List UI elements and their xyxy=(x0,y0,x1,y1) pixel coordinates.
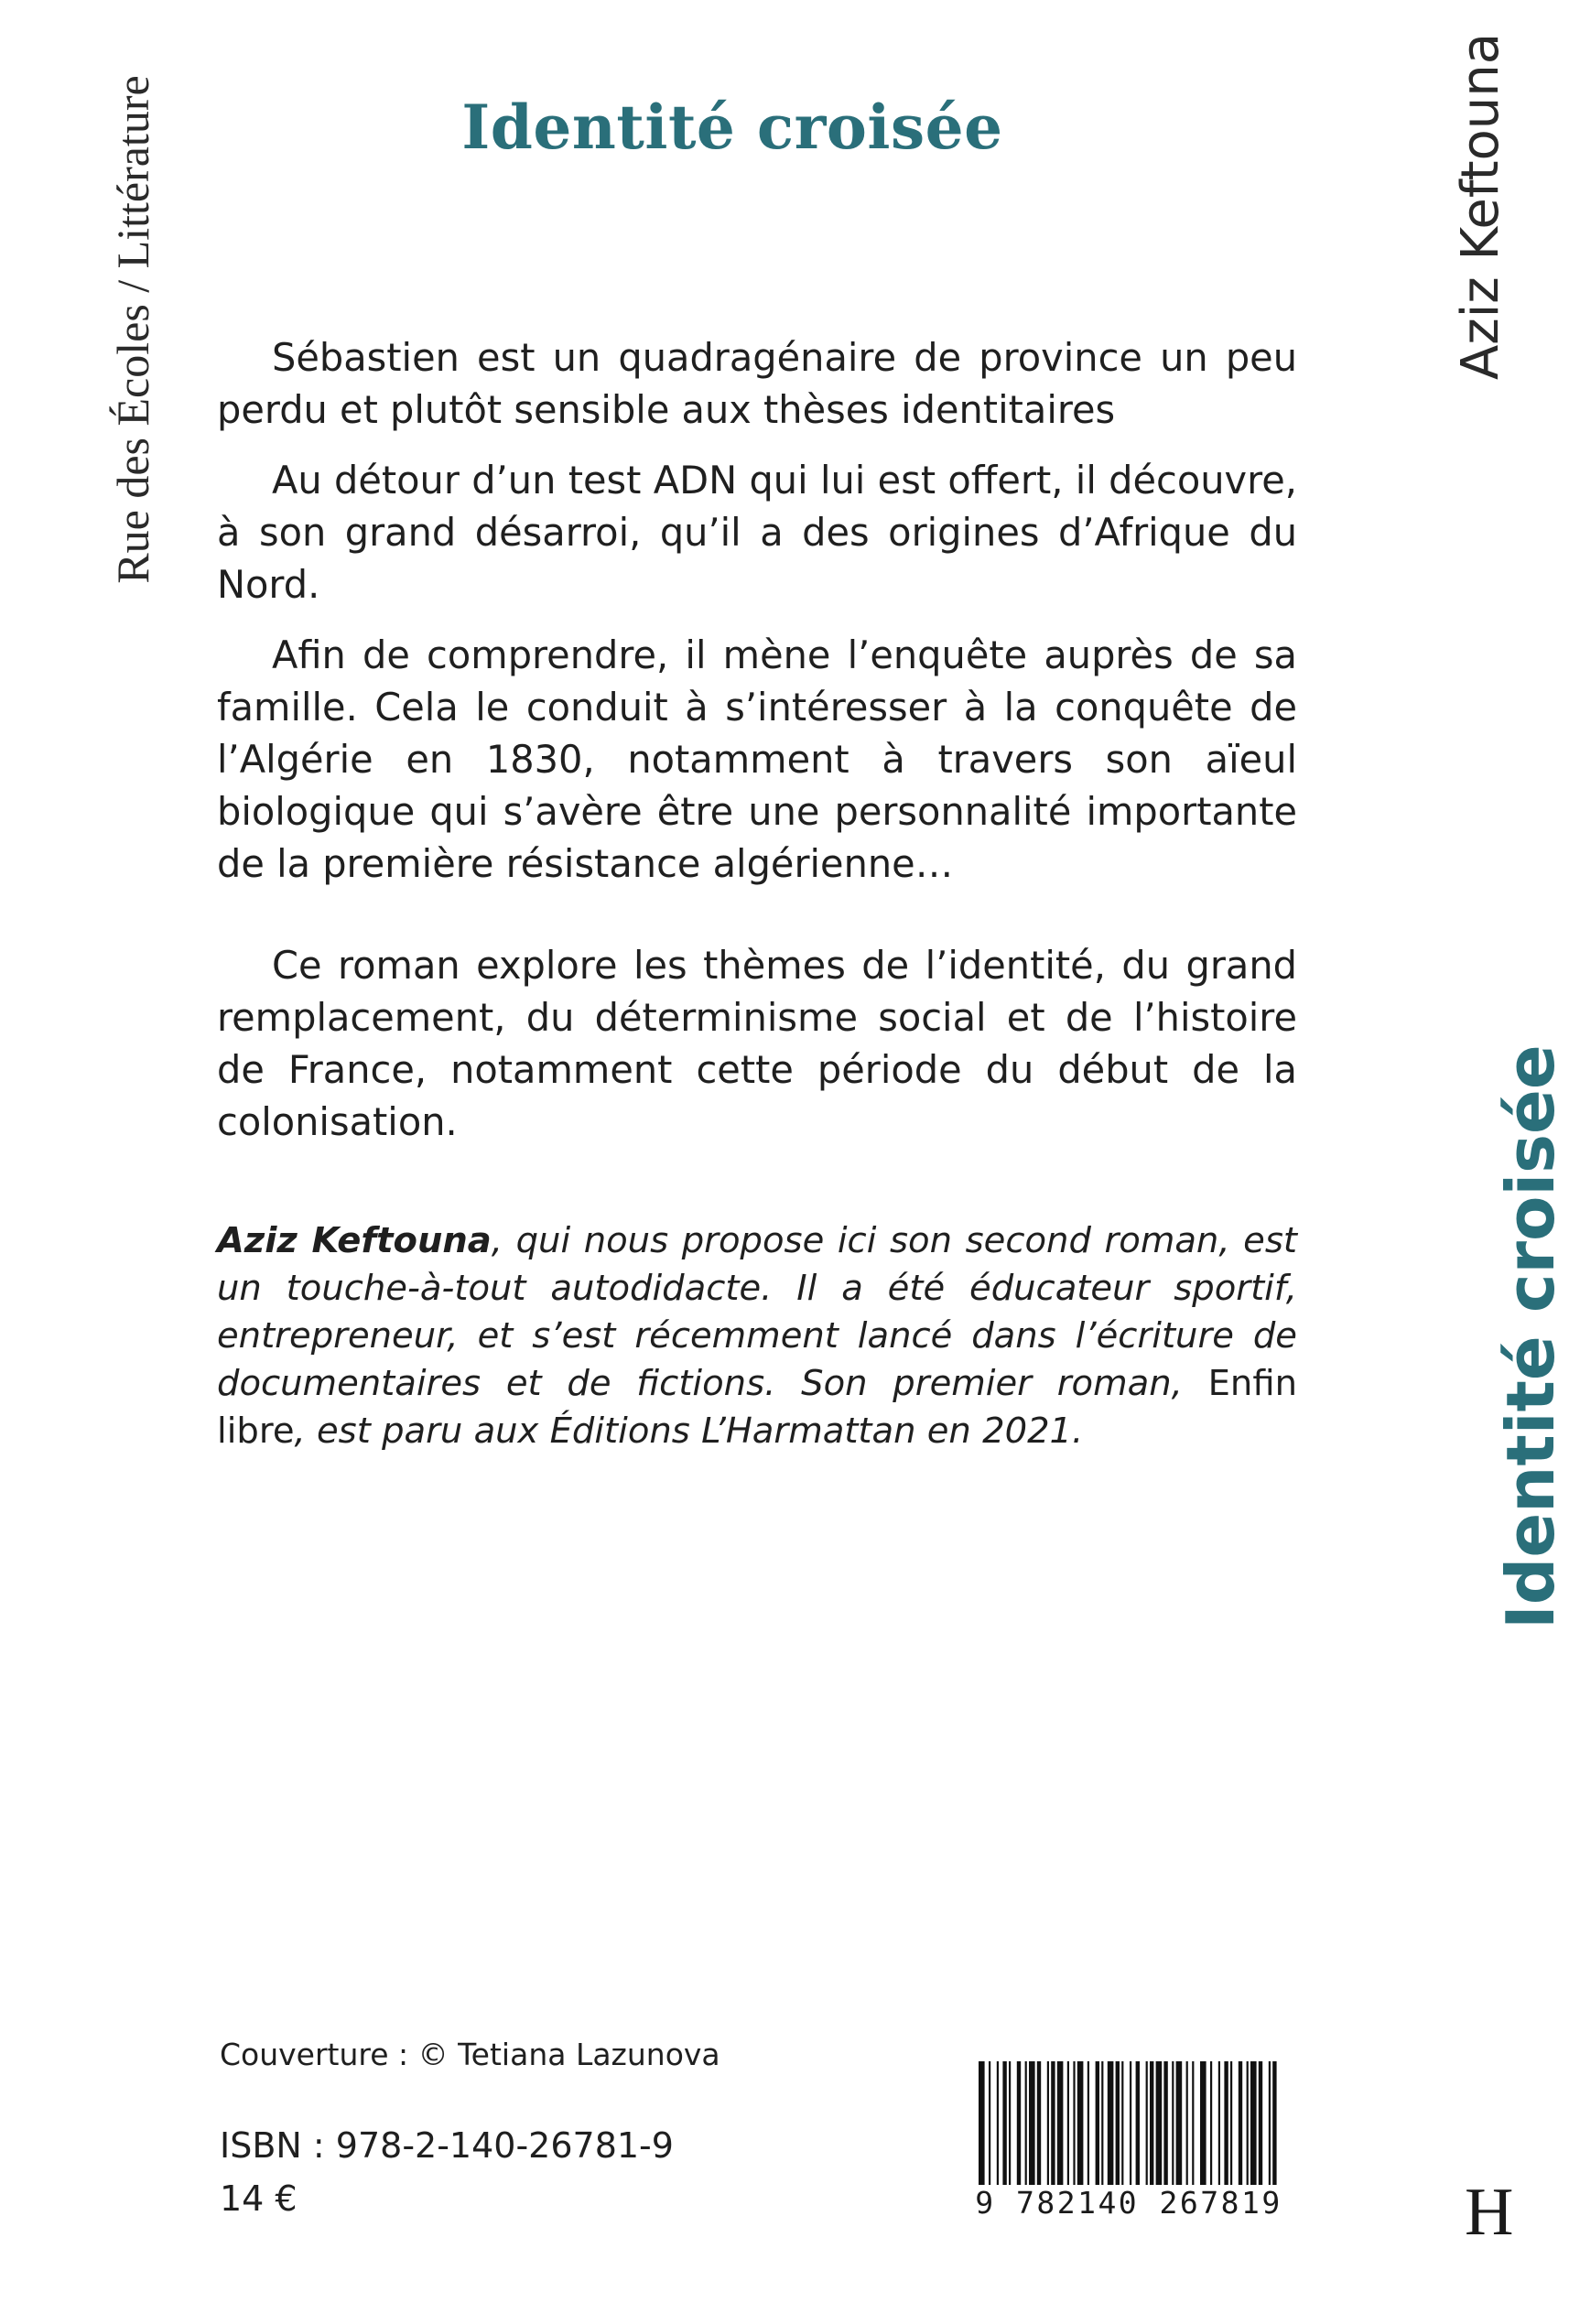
barcode-bar xyxy=(1250,2061,1257,2189)
series-label: Rue des Écoles / Littérature xyxy=(107,75,158,584)
barcode-bar xyxy=(1172,2061,1174,2189)
series-label-wrap xyxy=(55,37,211,622)
barcode-bar xyxy=(1009,2061,1011,2189)
barcode-bar xyxy=(1025,2061,1027,2189)
barcode-bar xyxy=(1067,2061,1069,2189)
barcode-bar xyxy=(1136,2061,1140,2189)
barcode-bar xyxy=(1239,2061,1242,2189)
barcode-bar xyxy=(1121,2061,1123,2189)
barcode-bar xyxy=(1116,2061,1120,2189)
previous-book-title: Enfin libre xyxy=(217,1363,1297,1452)
barcode-bar xyxy=(1247,2061,1249,2189)
barcode-bar xyxy=(997,2061,999,2189)
barcode-bar xyxy=(1130,2061,1131,2189)
author-name: Aziz Keftouna xyxy=(217,1220,492,1261)
spine-title: Identité croisée xyxy=(1492,1044,1569,1629)
barcode-bar xyxy=(1017,2061,1021,2189)
barcode-bar xyxy=(1186,2061,1188,2189)
barcode-bar xyxy=(1192,2061,1194,2189)
barcode-bar xyxy=(1077,2061,1084,2189)
blurb-paragraph: Afin de comprendre, il mène l’enquête auprès de sa famille. Cela le conduit à s’intéresser à la conquête de l’Algérie en 1830, notamment à travers son aïeul biologique qui s’avère être une personnalité importante de la première résistance algérienne… xyxy=(217,632,1297,886)
blurb xyxy=(217,331,1297,1166)
barcode-bar xyxy=(1047,2061,1049,2189)
barcode-bar xyxy=(1163,2061,1167,2189)
barcode-bar xyxy=(1101,2061,1103,2189)
book-title: Identité croisée xyxy=(461,92,1003,163)
bio-text: , est paru aux Éditions L’Harmattan en 2021. xyxy=(294,1411,1084,1452)
barcode-bar xyxy=(1224,2061,1228,2189)
publisher-logo: H xyxy=(1465,2175,1514,2250)
barcode-bar xyxy=(1230,2061,1232,2189)
barcode-bar xyxy=(1051,2061,1055,2189)
barcode-bar xyxy=(1210,2061,1212,2189)
barcode-bar xyxy=(1146,2061,1148,2189)
blurb-paragraph: Ce roman explore les thèmes de l’identité, du grand remplacement, du déterminisme social et de l’histoire de France, notamment cette période du début de la colonisation. xyxy=(217,943,1297,1144)
isbn: ISBN : 978-2-140-26781-9 xyxy=(220,2125,674,2166)
bio-text: , qui nous propose ici son second roman, est un touche-à-tout autodidacte. Il a été éducateur sportif, entrepreneur, et s’est récemment lancé dans l’écriture de documentaires et de fictions. Son premier roman, xyxy=(217,1220,1297,1404)
barcode-bar xyxy=(1002,2061,1006,2189)
barcode-bar xyxy=(1156,2061,1163,2189)
barcode-bar xyxy=(1150,2061,1153,2189)
spine-author-wrap xyxy=(1451,32,1524,394)
barcode-bar xyxy=(1259,2061,1262,2189)
spine-title-wrap xyxy=(1465,1044,1569,1648)
blurb-paragraph: Sébastien est un quadragénaire de province un peu perdu et plutôt sensible aux thèses identitaires xyxy=(217,335,1297,432)
barcode-bar xyxy=(1037,2061,1041,2189)
blurb-paragraph: Au détour d’un test ADN qui lui est offert, il découvre, à son grand désarroi, qu’il a des origines d’Afrique du Nord. xyxy=(217,458,1297,607)
spine-author: Aziz Keftouna xyxy=(1451,32,1510,380)
author-bio xyxy=(217,1217,1297,1455)
price: 14 € xyxy=(220,2178,298,2219)
barcode-bar xyxy=(1057,2061,1064,2189)
barcode-bar xyxy=(1176,2061,1183,2189)
barcode-digits: 9 782140 267819 xyxy=(968,2185,1289,2221)
barcode-bar xyxy=(1200,2061,1207,2189)
barcode-bar xyxy=(1029,2061,1035,2189)
barcode-bar xyxy=(1073,2061,1075,2189)
cover-credit: Couverture : © Tetiana Lazunova xyxy=(220,2037,720,2072)
barcode-bar xyxy=(1218,2061,1220,2189)
barcode-bar xyxy=(1108,2061,1114,2189)
